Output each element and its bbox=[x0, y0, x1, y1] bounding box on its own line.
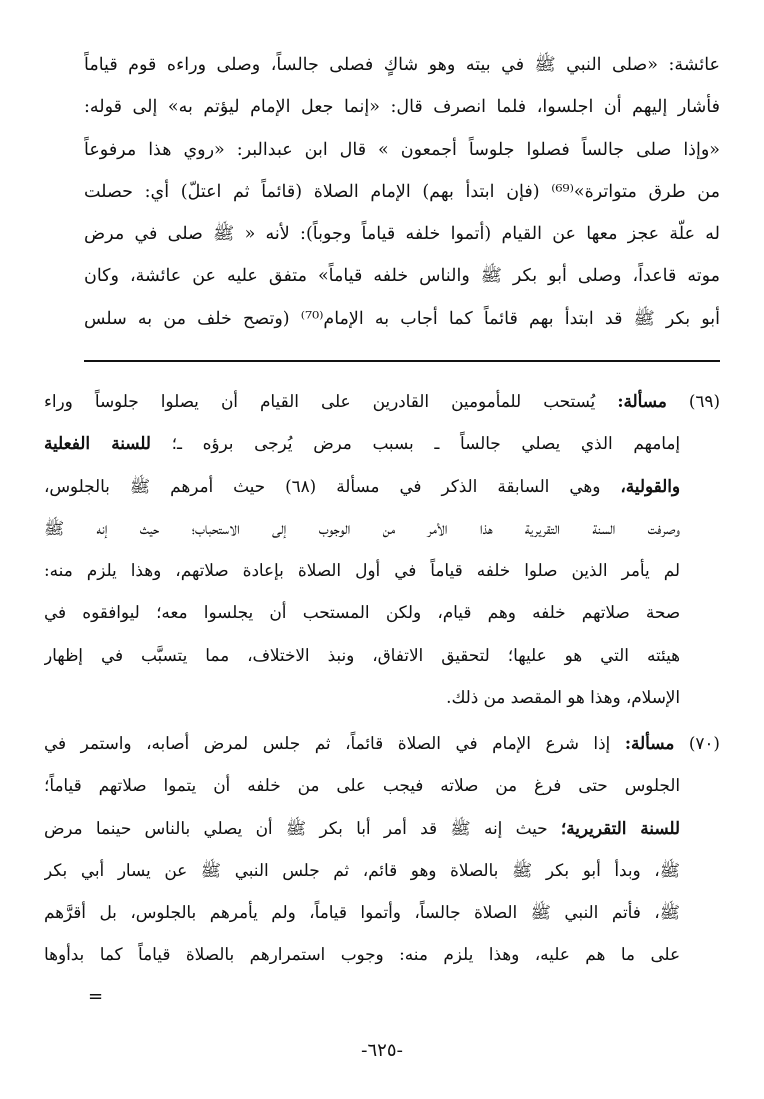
main-text-block bbox=[84, 44, 720, 340]
footnote-bold-text: للسنة الفعلية bbox=[44, 433, 151, 454]
footnote-69-line-5: لم يأمر الذين صلوا خلفه قياماً في أول الصلاة بإعادة صلاتهم، وهذا يلزم منه: bbox=[44, 560, 680, 581]
footnote-69-line-6: صحة صلاتهم خلفه وهم قيام، ولكن المستحب أن يجلسوا معه؛ ليوافقوه في bbox=[44, 602, 680, 623]
page-number: -٦٢٥- bbox=[360, 1040, 403, 1061]
footnote-69-line-8: الإسلام، وهذا هو المقصد من ذلك. bbox=[446, 687, 680, 708]
footnote-70 bbox=[44, 722, 720, 976]
footnote-bold-text: للسنة التقريرية؛ bbox=[560, 817, 680, 838]
footnote-70-line-4: ﷺ، وبدأ أبو بكر ﷺ بالصلاة وهو قائم، ثم جلس النبي ﷺ عن يسار أبي بكر bbox=[44, 859, 680, 880]
footnote-70-line-3 bbox=[44, 807, 680, 849]
footnote-text: إمامهم الذي يصلي جالساً ـ بسبب مرض يُرجى برؤه ـ؛ bbox=[171, 433, 680, 454]
footnote-69-line-1 bbox=[44, 380, 720, 422]
footnote-69-line-3 bbox=[44, 465, 680, 507]
main-line-5: له علّة عجز معها عن القيام (أتموا خلفه قياماً وجوباً): لأنه « ﷺ صلى في مرض bbox=[84, 224, 720, 245]
footnote-text: وهي السابقة الذكر في مسألة (٦٨) حيث أمرهم ﷺ بالجلوس، bbox=[44, 475, 601, 496]
footnote-70-line-1 bbox=[44, 722, 720, 764]
footnote-text: حيث إنه ﷺ قد أمر أبا بكر ﷺ أن يصلي بالناس حينما مرض bbox=[44, 817, 548, 838]
footnote-label: مسألة: bbox=[617, 391, 667, 411]
main-line-3: «وإذا صلى جالساً فصلوا جلوساً أجمعون » قال ابن عبدالبر: «روي هذا مرفوعاً bbox=[84, 139, 720, 160]
continuation-mark: = bbox=[88, 986, 104, 1007]
footnote-label: مسألة: bbox=[624, 733, 675, 753]
footnote-text: إذا شرع الإمام في الصلاة قائماً، ثم جلس لمرض أصابه، واستمر في bbox=[44, 733, 611, 753]
footnote-number: (٧٠) bbox=[688, 733, 720, 753]
footnote-separator bbox=[84, 360, 720, 362]
footnote-bold-text: والقولية، bbox=[620, 475, 680, 496]
footnote-69-line-7: هيئته التي هو عليها؛ لتحقيق الاتفاق، ونبذ الاختلاف، مما يتسبَّب في إظهار bbox=[44, 644, 680, 665]
main-line-7: أبو بكر ﷺ قد ابتدأ بهم قائماً كما أجاب به الإمام⁽⁷⁰⁾ (وتصح خلف من به سلس bbox=[84, 308, 720, 329]
main-line-6: موته قاعداً، وصلى أبو بكر ﷺ والناس خلفه قياماً» متفق عليه عن عائشة، وكان bbox=[84, 266, 720, 287]
footnote-text: يُستحب للمأمومين القادرين على القيام أن يصلوا جلوساً وراء bbox=[44, 391, 596, 411]
main-line-4: من طرق متواترة»⁽⁶⁹⁾ (فإن ابتدأ بهم) الإمام الصلاة (قائماً ثم اعتلّ) أي: حصلت bbox=[84, 181, 720, 202]
footnote-69 bbox=[44, 380, 720, 718]
footnote-69-line-4: وصرفت السنة التقريرية هذا الأمر من الوجوب إلى الاستحباب؛ حيث إنه ﷺ bbox=[44, 517, 680, 538]
main-line-1: عائشة: «صلى النبي ﷺ في بيته وهو شاكٍ فصلى جالساً، وصلى وراءه قوم قياماً bbox=[84, 55, 720, 75]
footnote-70-line-2: الجلوس حتى فرغ من صلاته فيجب على من خلفه أن يتموا صلاتهم قياماً؛ bbox=[44, 775, 680, 796]
footnote-number: (٦٩) bbox=[688, 391, 720, 411]
main-line-2: فأشار إليهم أن اجلسوا، فلما انصرف قال: «إنما جعل الإمام ليؤتم به» إلى قوله: bbox=[84, 97, 720, 118]
footnote-69-line-2 bbox=[44, 422, 680, 464]
footnote-70-line-6: على ما هم عليه، وهذا يلزم منه: وجوب استمرارهم بالصلاة قياماً كما بدأوها bbox=[44, 944, 680, 965]
footnote-70-line-5: ﷺ، فأتم النبي ﷺ الصلاة جالساً، وأتموا قياماً، ولم يأمرهم بالجلوس، بل أقرَّهم bbox=[44, 902, 680, 923]
